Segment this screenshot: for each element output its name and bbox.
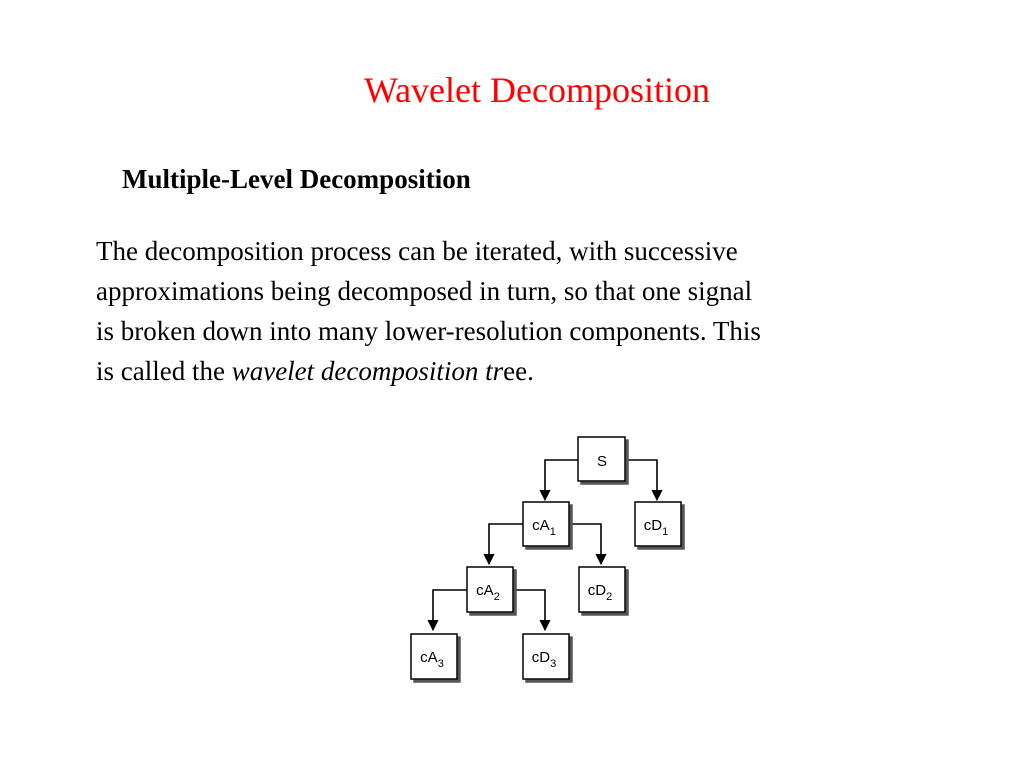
paragraph-line-2: approximations being decomposed in turn, so that one signal — [96, 276, 753, 306]
node-label-ca3: cA — [420, 649, 438, 666]
paragraph-line-3: is broken down into many lower-resolution components. This — [96, 316, 761, 346]
node-subscript-cd2: 2 — [606, 591, 613, 603]
tree-node-cd1 — [635, 502, 681, 546]
tree-node-ca2 — [467, 567, 513, 612]
node-subscript-cd1: 1 — [662, 526, 669, 538]
paragraph-line-4-suffix: ee. — [503, 356, 534, 386]
node-subscript-ca2: 2 — [493, 591, 500, 603]
node-label-cd3: cD — [531, 649, 551, 666]
section-heading: Multiple-Level Decomposition — [122, 164, 471, 194]
edge-ca1-to-ca2 — [489, 524, 523, 564]
node-subscript-ca3: 3 — [437, 658, 444, 670]
node-label-ca1: cA — [532, 517, 550, 534]
edge-s-to-ca1 — [545, 460, 578, 500]
edge-s-to-cd1 — [626, 460, 657, 500]
edge-ca2-to-cd3 — [513, 590, 545, 630]
svg-text:S — [597, 453, 607, 470]
edge-ca1-to-cd2 — [569, 524, 601, 564]
tree-node-s — [578, 437, 625, 481]
tree-node-ca3 — [411, 634, 457, 679]
node-label-cd1: cD — [643, 517, 663, 534]
tree-node-ca1 — [523, 502, 569, 546]
slide-title: Wavelet Decomposition — [363, 70, 710, 110]
node-subscript-cd3: 3 — [550, 658, 557, 670]
node-subscript-ca1: 1 — [549, 526, 556, 538]
node-label-s: S — [596, 453, 608, 470]
paragraph-line-1: The decomposition process can be iterated, with successive — [96, 236, 738, 266]
tree-node-cd2 — [579, 567, 625, 612]
node-label-ca2: cA — [476, 582, 494, 599]
node-label-cd2: cD — [587, 582, 607, 599]
paragraph-line-4-prefix: is called the — [96, 356, 232, 386]
tree-node-cd3 — [523, 634, 569, 679]
edge-ca2-to-ca3 — [433, 590, 467, 630]
term-wavelet-decomposition-tree: wavelet decomposition tr — [231, 356, 504, 386]
